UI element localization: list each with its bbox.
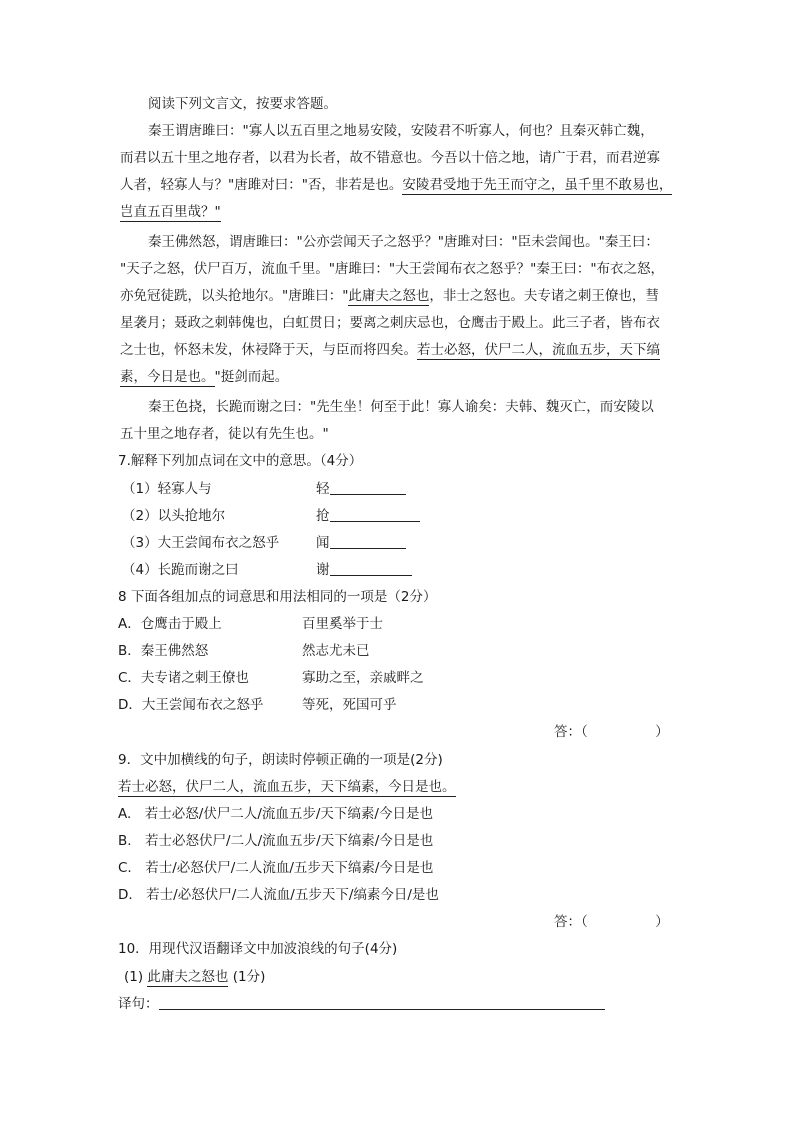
q7-item-left: （2）以头抢地尔 — [122, 508, 226, 524]
q7-item-word — [316, 507, 420, 525]
answer-blank[interactable] — [330, 507, 420, 522]
sub-number: (1) — [124, 969, 144, 985]
q7-item-word — [316, 480, 406, 498]
underlined-sentence: 岂直五百里哉？" — [120, 204, 221, 220]
passage-line: 秦王佛然怒，谓唐雎曰："公亦尝闻天子之怒乎？"唐雎对曰："臣未尝闻也。"秦王曰： — [148, 234, 659, 250]
wavy-underlined-sentence: 此庸夫之怒也 — [147, 969, 229, 985]
q9-option-d: D. 若士/必怒伏尸/二人流血/五步天下/缟素今日/是也 — [118, 887, 439, 903]
underlined-sentence: 若士必怒，伏尸二人，流血五步，天下缟 — [417, 342, 660, 358]
q9-answer-box[interactable]: 答：（ ） — [554, 914, 669, 930]
q7-item-word — [316, 561, 412, 579]
passage-line: 五十里之地存者，徒以有先生也。" — [120, 426, 329, 442]
sub-score: (1分) — [232, 969, 266, 985]
question-9-title: 9．文中加横线的句子，朗读时停顿正确的一项是(2分) — [118, 752, 443, 768]
passage-line — [120, 203, 221, 221]
q8-option-c-right: 寡助之至，亲戚畔之 — [302, 670, 424, 686]
answer-blank[interactable] — [330, 534, 406, 549]
q8-option-d-right: 等死，死国可乎 — [302, 697, 397, 713]
q10-translate-row — [118, 995, 605, 1013]
q7-item-left: （1）轻寡人与 — [122, 481, 212, 497]
passage-line: 星袭月；聂政之刺韩傀也，白虹贯日；要离之刺庆忌也，仓鹰击于殿上。此三子者，皆布衣 — [120, 315, 660, 331]
underlined-sentence: 安陵君受地于先王而守之，虽千里不敢易也， — [402, 177, 673, 193]
passage-line: 而君以五十里之地存者，以君为长者，故不错意也。今吾以十倍之地，请广于君，而君逆寡 — [120, 150, 660, 166]
q7-word-label: 闻 — [316, 535, 330, 551]
question-10-title: 10．用现代汉语翻译文中加波浪线的句子(4分) — [118, 941, 398, 957]
passage-line — [120, 368, 288, 386]
q7-word-label: 谢 — [316, 562, 330, 578]
q10-subquestion — [124, 968, 265, 986]
q7-item-left: （3）大王尝闻布衣之怒乎 — [122, 535, 280, 551]
passage-line: "天子之怒，伏尸百万，流血千里。"唐雎曰："大王尝闻布衣之怒乎？"秦王曰："布衣之怒， — [120, 261, 665, 277]
passage-text: "挺剑而起。 — [214, 369, 289, 385]
q8-option-b-left: B．秦王佛然怒 — [118, 643, 209, 659]
q8-option-a-right: 百里奚举于士 — [302, 616, 383, 632]
question-7-title: 7.解释下列加点词在文中的意思。（4分） — [118, 453, 363, 469]
q8-option-a-left: A．仓鹰击于殿上 — [118, 616, 222, 632]
q7-word-label: 轻 — [316, 481, 330, 497]
underlined-sentence: 素，今日是也。 — [120, 369, 215, 385]
translation-blank[interactable] — [159, 995, 605, 1010]
passage-text: 之士也，怀怒未发，休祲降于天，与臣而将四矣。 — [120, 342, 417, 358]
passage-line: 秦王色挠，长跪而谢之曰："先生坐！何至于此！寡人谕矣：夫韩、魏灭亡，而安陵以 — [148, 399, 654, 415]
q8-answer-box[interactable]: 答：（ ） — [554, 724, 669, 740]
q9-option-b: B. 若士必怒伏尸/二人/流血五步/天下缟素/今日是也 — [118, 833, 434, 849]
translate-label: 译句： — [118, 996, 159, 1012]
passage-text: ，非士之怒也。夫专诸之刺王僚也，彗 — [429, 288, 659, 304]
q9-option-a: A. 若士必怒/伏尸二人/流血五步/天下缟素/今日是也 — [118, 806, 433, 822]
q7-word-label: 抢 — [316, 508, 330, 524]
q7-item-word — [316, 534, 406, 552]
wavy-underlined-sentence: 此庸夫之怒也 — [348, 288, 430, 304]
passage-line — [120, 287, 659, 305]
answer-blank[interactable] — [330, 480, 406, 495]
instruction-text: 阅读下列文言文，按要求答题。 — [148, 96, 337, 112]
q8-option-c-left: C．夫专诸之刺王僚也 — [118, 670, 249, 686]
q8-option-d-left: D．大王尝闻布衣之怒乎 — [118, 697, 264, 713]
passage-line: 秦王谓唐雎曰："寡人以五百里之地易安陵，安陵君不听寡人，何也？且秦灭韩亡魏， — [148, 123, 654, 139]
q9-sentence — [118, 778, 456, 796]
underlined-sentence: 若士必怒，伏尸二人，流血五步，天下缟素，今日是也。 — [118, 779, 456, 795]
passage-text: 亦免冠徒跣，以头抢地尔。"唐雎曰：" — [120, 288, 349, 304]
passage-line — [120, 341, 660, 359]
answer-blank[interactable] — [330, 561, 412, 576]
question-8-title: 8 下面各组加点的词意思和用法相同的一项是（2分） — [118, 589, 437, 605]
passage-line — [120, 176, 672, 194]
q9-option-c: C. 若士/必怒伏尸/二人流血/五步天下缟素/今日是也 — [118, 860, 434, 876]
q7-item-left: （4）长跪而谢之曰 — [122, 562, 239, 578]
passage-text: 人者，轻寡人与？"唐雎对曰："否，非若是也。 — [120, 177, 403, 193]
q8-option-b-right: 然志尤未已 — [302, 643, 370, 659]
